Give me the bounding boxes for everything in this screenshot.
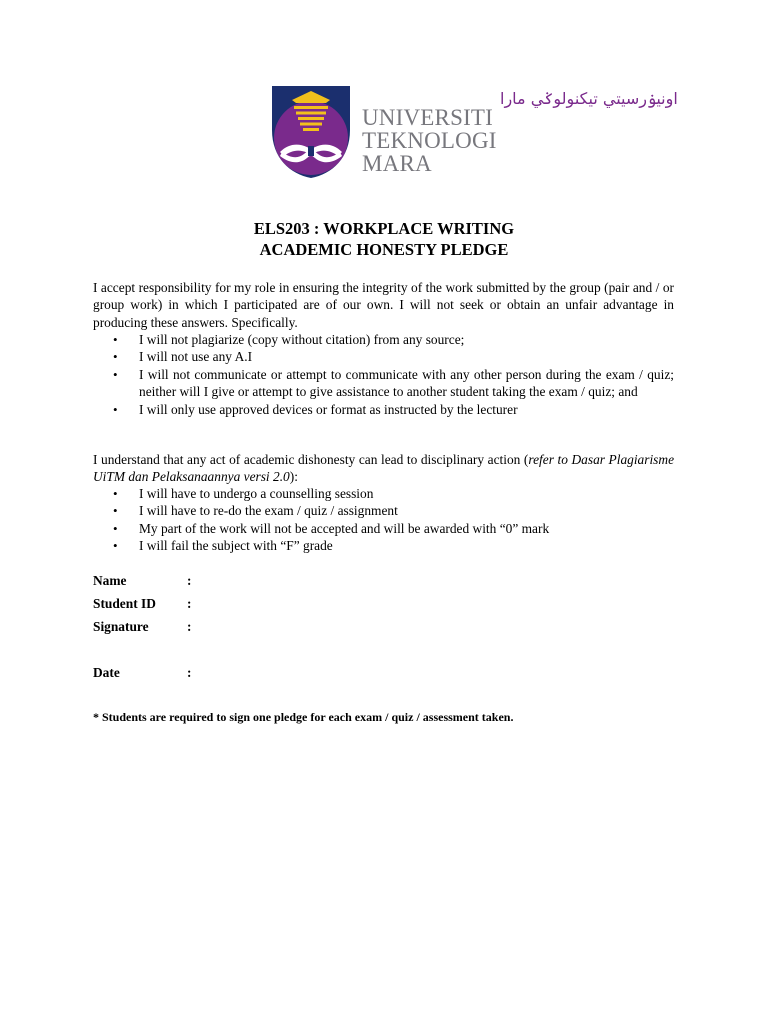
bullet-icon: • xyxy=(113,538,118,554)
bullet-icon: • xyxy=(113,401,118,417)
pledge-list xyxy=(93,331,674,418)
list-item-text: I will not plagiarize (copy without citation) from any source; xyxy=(139,332,465,347)
list-item-text: I will not use any A.I xyxy=(139,349,253,365)
policy-reference: refer to Dasar Plagiarisme UiTM dan Pelaksanaannya versi 2.0 xyxy=(93,452,675,485)
bullet-icon: • xyxy=(113,349,118,365)
list-item-text: I will fail the subject with “F” grade xyxy=(139,538,333,554)
list-item-text: I will have to re-do the exam / quiz / assignment xyxy=(139,503,398,519)
name-field xyxy=(93,572,191,589)
name-colon: : xyxy=(187,573,192,588)
list-item-text: My part of the work will not be accepted and will be awarded with “0” mark xyxy=(139,520,550,536)
list-item xyxy=(93,520,674,537)
list-item-text: I will not communicate or attempt to communicate with any other person during the exam / quiz; neither will I give or attempt to give assistance to another student taking the exam / quiz; and xyxy=(139,366,674,400)
student-id-field xyxy=(93,595,191,612)
student-id-label: Student ID xyxy=(93,596,156,611)
wordmark-line-2: TEKNOLOGI xyxy=(362,128,497,153)
document-title: ACADEMIC HONESTY PLEDGE xyxy=(259,240,509,259)
consequences-intro-text: I understand that any act of academic dishonesty can lead to disciplinary action ( xyxy=(93,452,529,467)
wordmark-line-3: MARA xyxy=(362,151,432,176)
list-item xyxy=(93,502,674,519)
date-label: Date xyxy=(93,665,120,680)
student-id-colon: : xyxy=(187,596,192,611)
signature-label: Signature xyxy=(93,619,149,634)
list-item-text: I will have to undergo a counselling session xyxy=(139,486,374,501)
list-item xyxy=(93,401,674,418)
uitm-crest-icon xyxy=(272,86,350,178)
list-item xyxy=(93,485,674,502)
course-title: ELS203 : WORKPLACE WRITING xyxy=(253,219,515,238)
wordmark-line-1: UNIVERSITI xyxy=(362,105,494,130)
consequences-intro-paragraph xyxy=(93,451,674,486)
date-colon: : xyxy=(187,665,192,680)
footnote: * Students are required to sign one pledge for each exam / quiz / assessment taken. xyxy=(93,710,514,724)
bullet-icon: • xyxy=(113,503,118,519)
uitm-logo xyxy=(272,84,678,180)
consequences-list xyxy=(93,485,674,555)
bullet-icon: • xyxy=(113,486,118,501)
date-field xyxy=(93,664,191,681)
signature-field xyxy=(93,618,191,635)
jawi-logo-text: اونيۏرسيتي تيکنولوݢي مارا xyxy=(500,89,678,108)
list-item xyxy=(93,348,674,365)
name-label: Name xyxy=(93,573,127,588)
pledge-intro-paragraph: I accept responsibility for my role in ensuring the integrity of the work submitted by the group (pair and / or group work) in which I participated are of our own. I will not seek or obtain an unfair advantage in producing these answers. Specifically. xyxy=(93,280,674,330)
list-item xyxy=(93,331,674,348)
list-item-text: I will only use approved devices or format as instructed by the lecturer xyxy=(139,401,518,417)
university-wordmark xyxy=(362,106,507,175)
list-item xyxy=(93,537,674,554)
consequences-intro-close: ): xyxy=(289,469,298,485)
bullet-icon: • xyxy=(113,520,118,536)
bullet-icon: • xyxy=(113,332,118,347)
list-item xyxy=(93,366,674,401)
signature-colon: : xyxy=(187,619,192,634)
bullet-icon: • xyxy=(113,366,118,382)
